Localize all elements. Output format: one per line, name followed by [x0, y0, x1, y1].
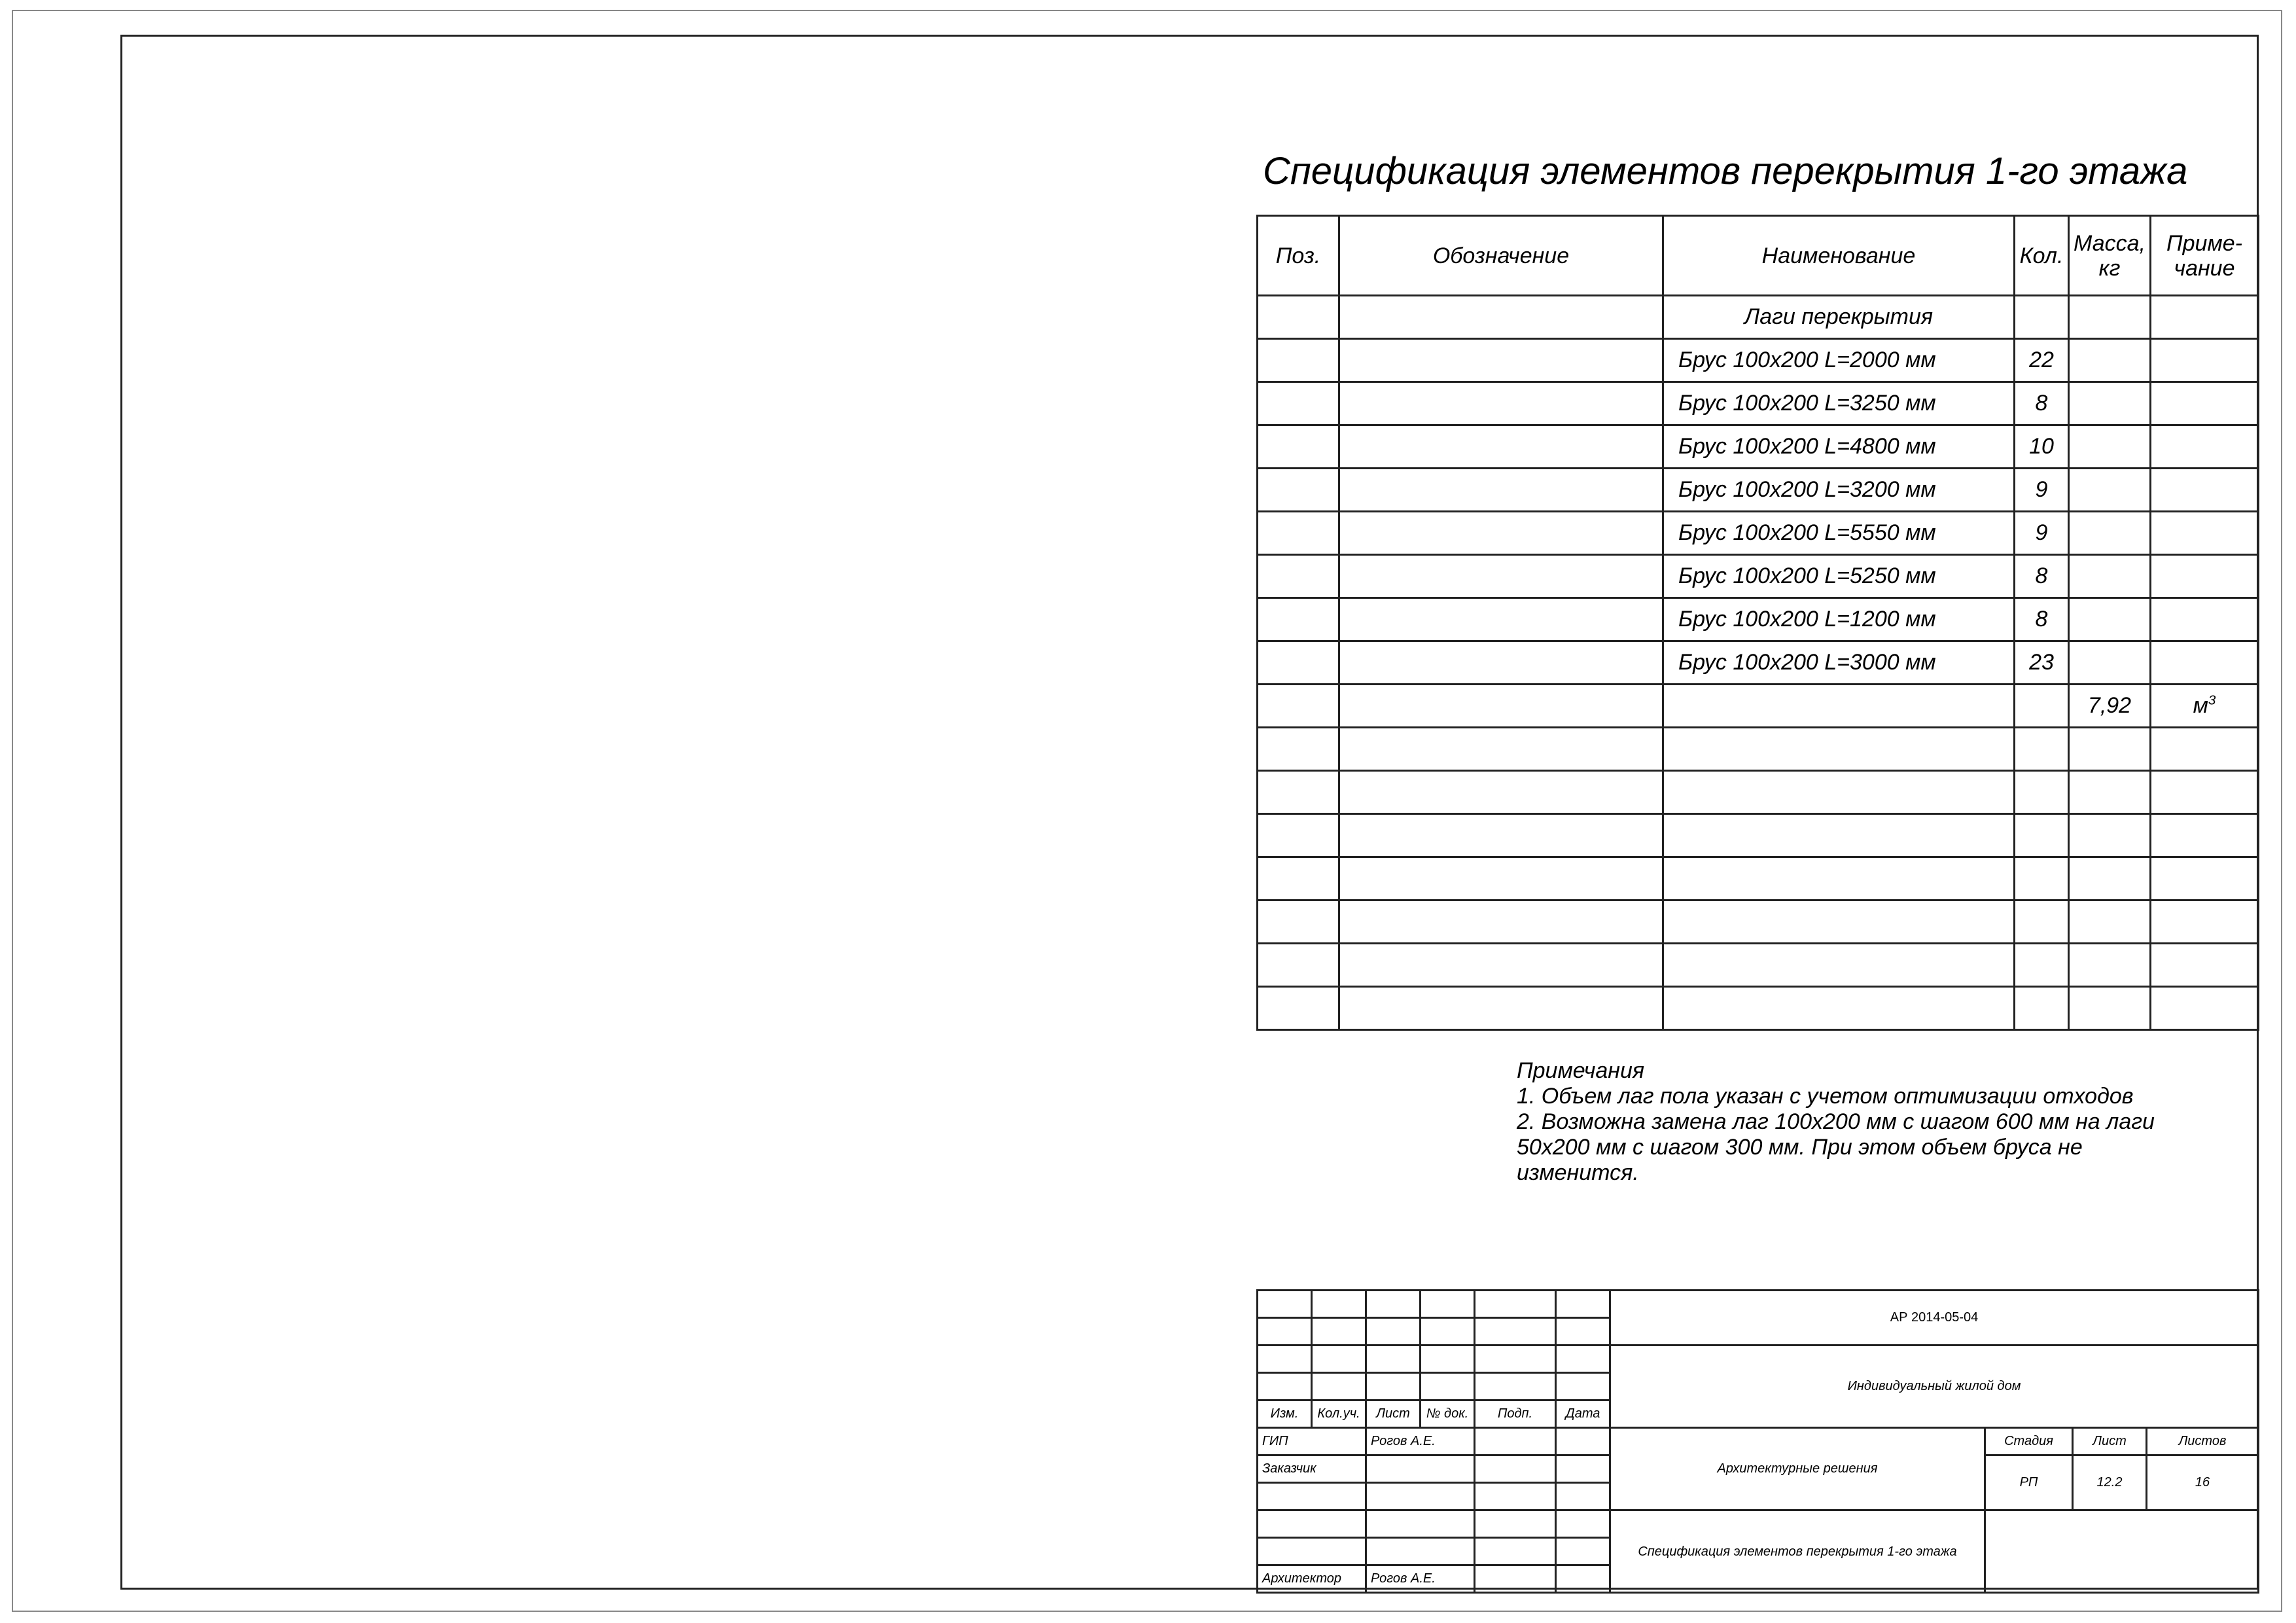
item-name: Брус 100х200 L=4800 мм [1663, 425, 2015, 469]
empty-row [1258, 771, 2259, 814]
specification-table [1256, 215, 2259, 1031]
role-gip: ГИП [1258, 1428, 1366, 1455]
sheet-title: Спецификация элементов перекрытия 1-го этажа [1610, 1510, 1985, 1593]
col-list: Лист [1366, 1400, 1421, 1428]
table-row [1258, 382, 2259, 425]
empty-row [1258, 987, 2259, 1030]
notes-line: изменится. [1517, 1160, 1639, 1185]
col-kol: Кол.уч. [1312, 1400, 1366, 1428]
item-name: Брус 100х200 L=5550 мм [1663, 512, 2015, 555]
item-qty: 9 [2015, 469, 2069, 512]
role-architect: Архитектор [1258, 1565, 1366, 1593]
empty-row [1258, 728, 2259, 771]
item-qty: 22 [2015, 339, 2069, 382]
title-block [1256, 1289, 2259, 1594]
notes-block [1517, 1058, 2236, 1186]
total-row [1258, 685, 2259, 728]
section-name: Архитектурные решения [1610, 1428, 1985, 1510]
empty-row [1258, 857, 2259, 901]
notes-line: 1. Объем лаг пола указан с учетом оптимизации отходов [1517, 1084, 2134, 1109]
empty-row [1258, 901, 2259, 944]
item-qty: 8 [2015, 598, 2069, 641]
group-title: Лаги перекрытия [1663, 296, 2015, 339]
group-row [1258, 296, 2259, 339]
item-qty: 9 [2015, 512, 2069, 555]
header-note: Приме- чание [2151, 216, 2259, 296]
col-podp: Подп. [1475, 1400, 1556, 1428]
sheets-value: 16 [2147, 1455, 2259, 1510]
project-name: Индивидуальный жилой дом [1610, 1346, 2259, 1428]
item-qty: 23 [2015, 641, 2069, 685]
item-name: Брус 100х200 L=3250 мм [1663, 382, 2015, 425]
gip-name: Рогов А.Е. [1366, 1428, 1475, 1455]
item-name: Брус 100х200 L=2000 мм [1663, 339, 2015, 382]
header-designation: Обозначение [1339, 216, 1663, 296]
stage-label: Стадия [1985, 1428, 2073, 1455]
item-qty: 10 [2015, 425, 2069, 469]
role-customer: Заказчик [1258, 1455, 1366, 1483]
sheet-label: Лист [2073, 1428, 2147, 1455]
table-row [1258, 641, 2259, 685]
item-name: Брус 100х200 L=5250 мм [1663, 555, 2015, 598]
item-qty: 8 [2015, 555, 2069, 598]
table-header-row [1258, 216, 2259, 296]
header-name: Наименование [1663, 216, 2015, 296]
table-row [1258, 555, 2259, 598]
item-qty: 8 [2015, 382, 2069, 425]
unit-superscript: 3 [2208, 693, 2216, 708]
table-row [1258, 512, 2259, 555]
notes-line: 50х200 мм с шагом 300 мм. При этом объем бруса не [1517, 1135, 2083, 1160]
sheets-label: Листов [2147, 1428, 2259, 1455]
total-unit [2151, 685, 2259, 728]
empty-row [1258, 944, 2259, 987]
doc-code: АР 2014-05-04 [1610, 1291, 2259, 1346]
unit-text: м [2193, 693, 2208, 718]
architect-name: Рогов А.Е. [1366, 1565, 1475, 1593]
stage-value: РП [1985, 1455, 2073, 1510]
empty-row [1258, 814, 2259, 857]
sheet-value: 12.2 [2073, 1455, 2147, 1510]
table-row [1258, 469, 2259, 512]
notes-heading: Примечания [1517, 1058, 1645, 1083]
header-qty: Кол. [2015, 216, 2069, 296]
page-title: Спецификация элементов перекрытия 1-го этажа [1263, 150, 2188, 192]
notes-line: 2. Возможна замена лаг 100х200 мм с шагом 600 мм на лаги [1517, 1109, 2155, 1134]
item-name: Брус 100х200 L=1200 мм [1663, 598, 2015, 641]
table-row [1258, 598, 2259, 641]
col-date: Дата [1556, 1400, 1610, 1428]
item-name: Брус 100х200 L=3000 мм [1663, 641, 2015, 685]
header-mass: Масса, кг [2069, 216, 2151, 296]
col-izm: Изм. [1258, 1400, 1312, 1428]
table-row [1258, 339, 2259, 382]
col-ndoc: № док. [1421, 1400, 1475, 1428]
header-pos: Поз. [1258, 216, 1339, 296]
total-mass: 7,92 [2069, 685, 2151, 728]
item-name: Брус 100х200 L=3200 мм [1663, 469, 2015, 512]
table-row [1258, 425, 2259, 469]
